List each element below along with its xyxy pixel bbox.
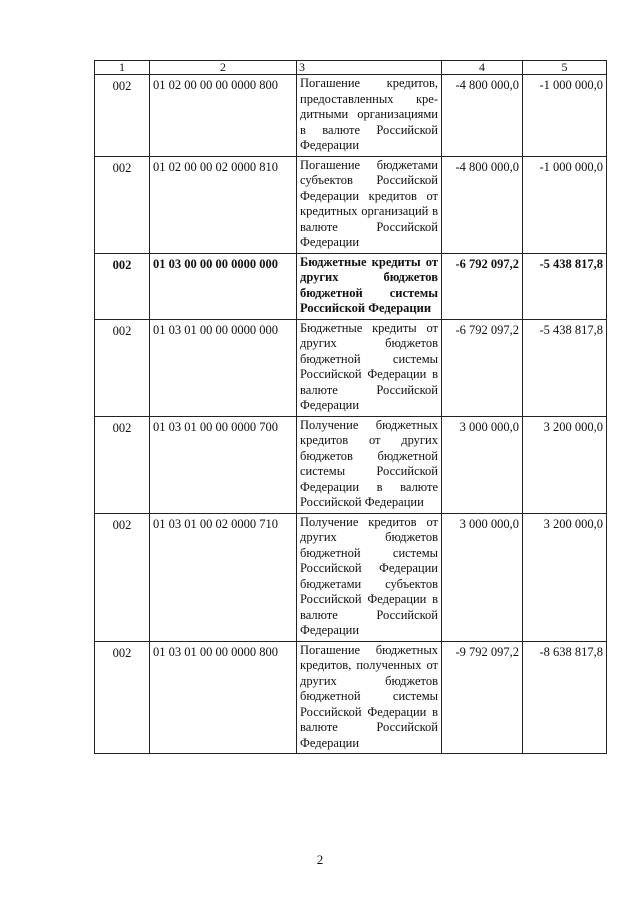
- header-col-2: 2: [150, 61, 297, 75]
- description-cell: Получение бюджетных кредитов от других бюджетов бюджетной системы Российской Федерации в валюте Российской Федерации: [297, 416, 442, 513]
- amount-col4-cell: -6 792 097,2: [442, 253, 523, 319]
- amount-col4-cell: -4 800 000,0: [442, 75, 523, 157]
- classification-code-cell: 01 03 01 00 00 0000 000: [150, 319, 297, 416]
- admin-code-cell: 002: [95, 641, 150, 754]
- header-col-5: 5: [523, 61, 607, 75]
- header-col-3: 3: [297, 61, 442, 75]
- amount-col5-cell: 3 200 000,0: [523, 513, 607, 641]
- admin-code-cell: 002: [95, 253, 150, 319]
- classification-code-cell: 01 03 01 00 00 0000 800: [150, 641, 297, 754]
- amount-col5-cell: 3 200 000,0: [523, 416, 607, 513]
- classification-code-cell: 01 02 00 00 00 0000 800: [150, 75, 297, 157]
- admin-code-cell: 002: [95, 513, 150, 641]
- description-cell: Погашение бюджетами субъектов Российской Федерации кредитов от кредитных организаций в валюте Российской Федерации: [297, 156, 442, 253]
- amount-col4-cell: 3 000 000,0: [442, 416, 523, 513]
- header-col-1: 1: [95, 61, 150, 75]
- admin-code-cell: 002: [95, 156, 150, 253]
- table-row: [95, 75, 607, 157]
- table-row: [95, 156, 607, 253]
- amount-col5-cell: -1 000 000,0: [523, 75, 607, 157]
- description-cell: Бюджетные кредиты от других бюджетов бюджетной системы Российской Федерации: [297, 253, 442, 319]
- header-col-4: 4: [442, 61, 523, 75]
- classification-code-cell: 01 03 00 00 00 0000 000: [150, 253, 297, 319]
- amount-col4-cell: -4 800 000,0: [442, 156, 523, 253]
- description-cell: Получение кредитов от других бюджетов бюджетной системы Российской Федерации бюджетами субъектов Российской Федерации в валюте Российской Федерации: [297, 513, 442, 641]
- admin-code-cell: 002: [95, 319, 150, 416]
- classification-code-cell: 01 03 01 00 00 0000 700: [150, 416, 297, 513]
- amount-col5-cell: -5 438 817,8: [523, 319, 607, 416]
- amount-col4-cell: 3 000 000,0: [442, 513, 523, 641]
- description-cell: Бюджетные кредиты от других бюджетов бюджетной системы Российской Федерации в валюте Российской Федерации: [297, 319, 442, 416]
- page-number: 2: [316, 852, 324, 867]
- table-row: [95, 253, 607, 319]
- admin-code-cell: 002: [95, 416, 150, 513]
- classification-code-cell: 01 02 00 00 02 0000 810: [150, 156, 297, 253]
- admin-code-cell: 002: [95, 75, 150, 157]
- amount-col5-cell: -5 438 817,8: [523, 253, 607, 319]
- description-cell: Погашение бюджетных кредитов, полученных от других бюджетов бюджетной системы Российской Федерации в валюте Российской Федерации: [297, 641, 442, 754]
- amount-col4-cell: -6 792 097,2: [442, 319, 523, 416]
- table-row: [95, 513, 607, 641]
- amount-col4-cell: -9 792 097,2: [442, 641, 523, 754]
- table-row: [95, 641, 607, 754]
- classification-code-cell: 01 03 01 00 02 0000 710: [150, 513, 297, 641]
- table-body: [95, 75, 607, 754]
- budget-sources-table: [94, 60, 607, 754]
- amount-col5-cell: -8 638 817,8: [523, 641, 607, 754]
- header-row: [95, 61, 607, 75]
- description-cell: Погашение кредитов, предоставленных кредитными организациями в валюте Российской Федерации: [297, 75, 442, 157]
- table-row: [95, 416, 607, 513]
- table-row: [95, 319, 607, 416]
- amount-col5-cell: -1 000 000,0: [523, 156, 607, 253]
